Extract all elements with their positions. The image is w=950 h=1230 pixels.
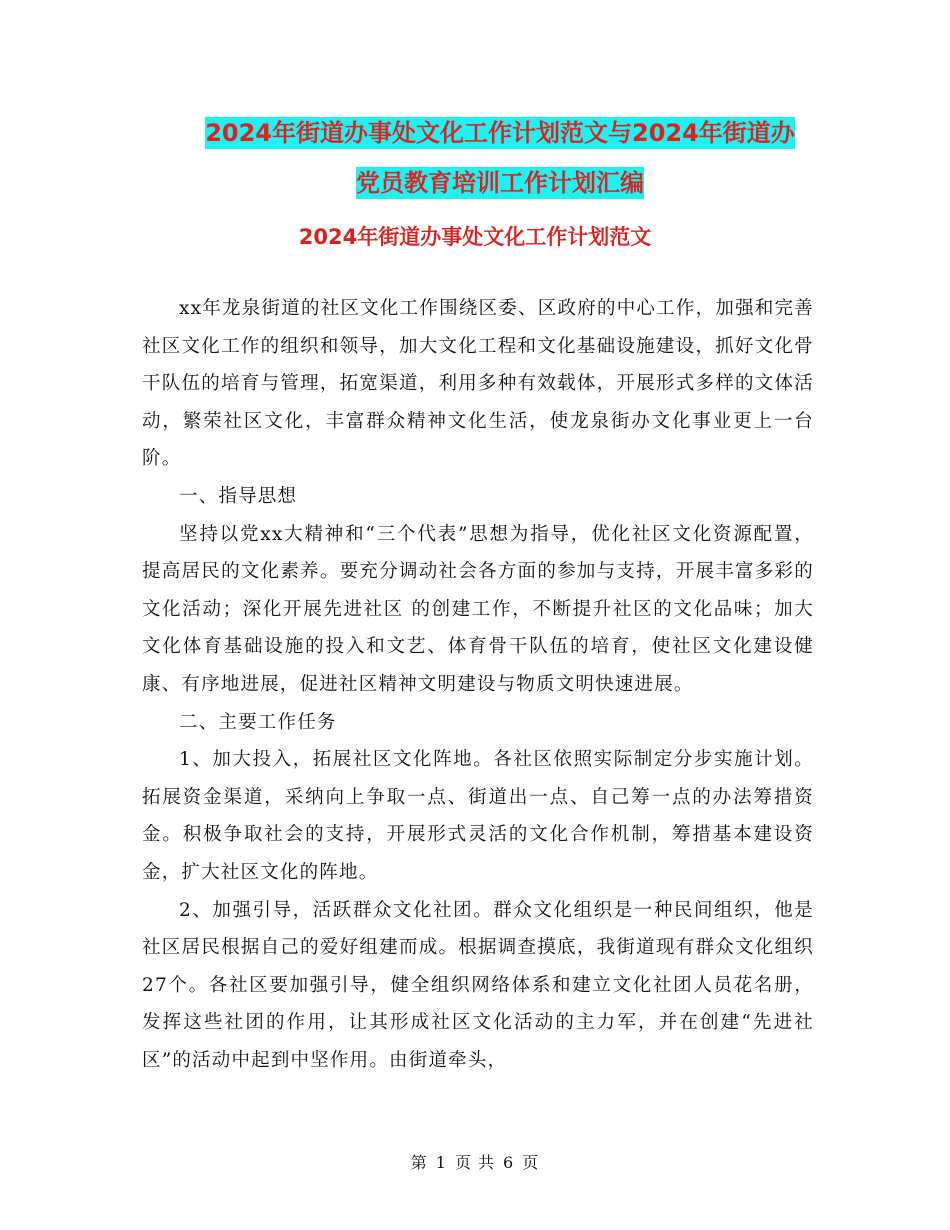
paragraph: 2、加强引导，活跃群众文化社团。群众文化组织是一种民间组织，他是社区居民根据自己的爱好组建而成。根据调查摸底，我街道现有群众文化组织27个。各社区要加强引导，健全组织网络体系和建立文化社团人员花名册，发挥这些社团的作用，让其形成社区文化活动的主力军，并在创建“先进社区”的活动中起到中坚作用。由街道牵头， — [142, 899, 814, 1071]
section-title: 2024年街道办事处文化工作计划范文 — [298, 225, 652, 249]
page-footer — [0, 1150, 950, 1173]
document-title-line-2: 党员教育培训工作计划汇编 — [356, 169, 644, 197]
paragraph: xx年龙泉街道的社区文化工作围绕区委、区政府的中心工作，加强和完善社区文化工作的组织和领导，加大文化工程和文化基础设施建设，抓好文化骨干队伍的培育与管理，拓宽渠道，利用多种有效载体，开展形式多样的文体活动，繁荣社区文化，丰富群众精神文化生活，使龙泉街办文化事业更上一台阶。 — [142, 298, 814, 470]
page-suffix: 页 — [522, 1153, 540, 1172]
heading-guiding-thought: 一、指导思想 — [179, 485, 298, 507]
paragraph: 1、加大投入，拓展社区文化阵地。各社区依照实际制定分步实施计划。拓展资金渠道，采纳向上争取一点、街道出一点、自己筹一点的办法筹措资金。积极争取社会的支持，开展形式灵活的文化合作机制，筹措基本建设资金，扩大社区文化的阵地。 — [142, 749, 814, 883]
document-body — [142, 290, 814, 1079]
paragraph: 坚持以党xx大精神和“三个代表”思想为指导，优化社区文化资源配置，提高居民的文化素养。要充分调动社会各方面的参加与支持，开展丰富多彩的文化活动；深化开展先进社区 的创建工作，不断提升社区的文化品味；加大文化体育基础设施的投入和文艺、体育骨干队伍的培育，使社区文化建设健康、有序地进展，促进社区精神文明建设与物质文明快速进展。 — [142, 523, 814, 695]
document-title — [130, 108, 870, 208]
heading-main-tasks: 二、主要工作任务 — [179, 711, 337, 733]
page-number: 1 — [435, 1153, 447, 1172]
page-prefix: 第 — [410, 1153, 428, 1172]
document-title-line-1: 2024年街道办事处文化工作计划范文与2024年街道办 — [205, 119, 795, 147]
page-total: 6 — [503, 1153, 515, 1172]
page-middle: 页 共 — [454, 1153, 496, 1172]
